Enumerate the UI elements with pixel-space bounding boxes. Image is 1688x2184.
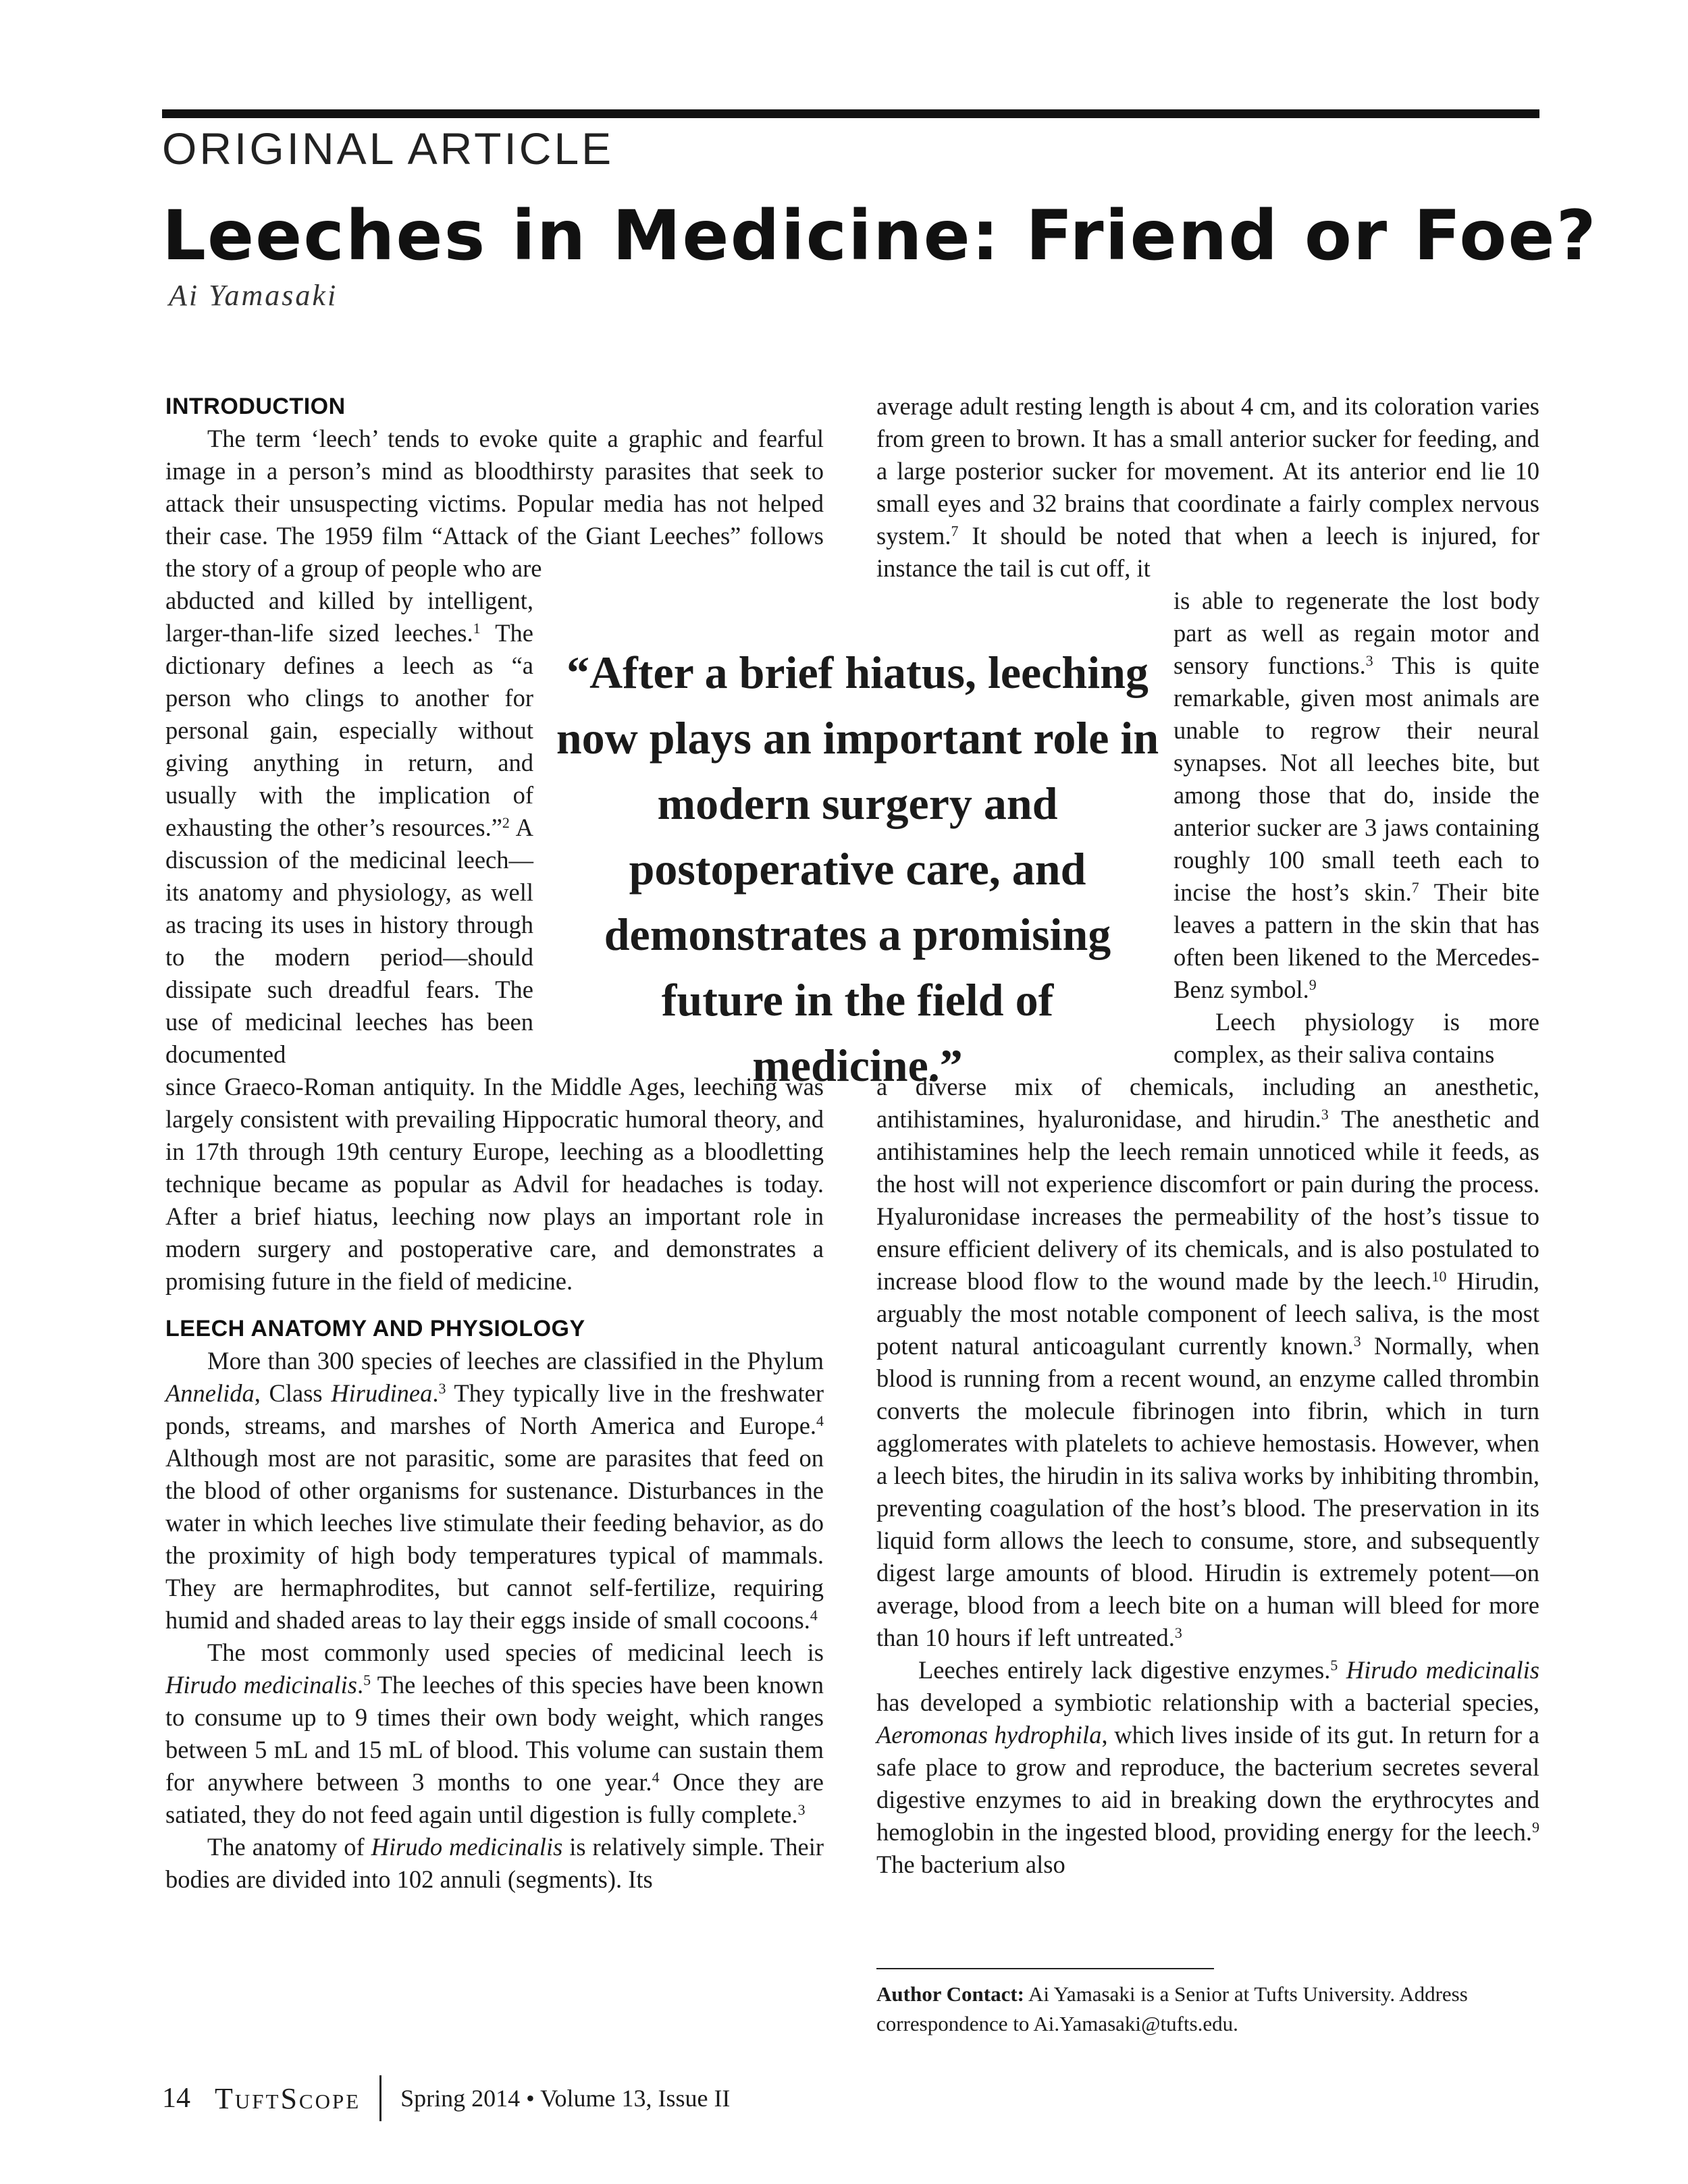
intro-paragraph-part1: The term ‘leech’ tends to evoke quite a graphic and fearful image in a person’s mind as bloodthirsty parasites that seek to attack their unsuspecting victims. Popular media has not helped their case. The 1959 film “Attack of the Giant Leeches” follows the story of a group of people who are — [165, 425, 824, 582]
anatomy-paragraph-2: The most commonly used species of medicinal leech is Hirudo medicinalis.$^5$ The leeches of this species have been known to consume up to 9 times their own body weight, which ranges between 5 mL and 15 mL of blood. This volume can sustain them for anywhere between 3 months to one year.$^4$ Once they are satiated, they do not feed again until digestion is fully complete.$^3$ — [165, 1639, 824, 1828]
right-paragraph-1-part1: average adult resting length is about 4 cm, and its coloration varies from green to brown. It has a small anterior sucker for feeding, and a large posterior sucker for movement. At its anterior end lie 10 small eyes and 32 brains that coordinate a fairly complex nervous system.$^7$ It should be noted that when a leech is injured, for instance the tail is cut off, it — [876, 392, 1539, 582]
top-rule — [162, 109, 1539, 118]
article-author: Ai Yamasaki — [169, 279, 338, 312]
right-paragraph-1-part2: is able to regenerate the lost body part as well as regain motor and sensory functions.$^3$ This is quite remarkable, given most animals are unable to regrow their neural synapses. Not all leeches bite, but among those that do, inside the anterior sucker are 3 jaws containing roughly 100 small teeth each to incise the host’s skin.$^7$ Their bite leaves a pattern in the skin that has often been likened to the Mercedes-Benz symbol.$^9$ — [1173, 587, 1539, 1003]
issue-info: Spring 2014 • Volume 13, Issue II — [400, 2085, 731, 2112]
section-heading-introduction: INTRODUCTION — [165, 394, 346, 419]
author-contact-text: Ai Yamasaki is a Senior at Tufts University. Address correspondence to Ai.Yamasaki@tufts.edu. — [876, 1982, 1468, 2035]
intro-paragraph-part3: since Graeco-Roman antiquity. In the Middle Ages, leeching was largely consistent with prevailing Hippocratic humoral theory, and in 17th through 19th century Europe, leeching as a bloodletting technique became as popular as Advil for headaches is today. After a brief hiatus, leeching now plays an important role in modern surgery and postoperative care, and demonstrates a promising future in the field of medicine. — [165, 1073, 824, 1295]
author-contact-label: Author Contact: — [876, 1982, 1024, 2006]
page-footer — [162, 2075, 730, 2122]
anatomy-paragraph-3: The anatomy of Hirudo medicinalis is relatively simple. Their bodies are divided into 102 annuli (segments). Its — [165, 1833, 824, 1893]
page-number: 14 — [162, 2083, 190, 2114]
footnote-rule — [876, 1968, 1214, 1969]
article-type: ORIGINAL ARTICLE — [162, 124, 614, 174]
left-column — [165, 390, 824, 1896]
article-title: Leeches in Medicine: Friend or Foe? — [162, 196, 1598, 276]
anatomy-paragraph-1: More than 300 species of leeches are classified in the Phylum Annelida, Class Hirudinea.$^3$ They typically live in the freshwater ponds, streams, and marshes of North America and Europe.$^4$ Although most are not parasitic, some are parasites that feed on the blood of other organisms for sustenance. Disturbances in the water in which leeches live stimulate their feeding behavior, as do the proximity of high body temperatures typical of mammals. They are hermaphrodites, but cannot self-fertilize, requiring humid and shaded areas to lay their eggs inside of small cocoons.$^4$ — [165, 1347, 824, 1634]
author-contact — [876, 1979, 1538, 2039]
journal-name: TuftScope — [215, 2081, 361, 2115]
right-column — [876, 390, 1539, 1881]
right-paragraph-2-part2: a diverse mix of chemicals, including an anesthetic, antihistamines, hyaluronidase, and hirudin.$^3$ The anesthetic and antihistamines help the leech remain unnoticed while it feeds, as the host will not experience discomfort or pain during the process. Hyaluronidase increases the permeability of the host’s tissue to ensure efficient delivery of its chemicals, and is also postulated to increase blood flow to the wound made by the leech.$^{10}$ Hirudin, arguably the most notable component of leech saliva, is the most potent natural anticoagulant currently known.$^3$ Normally, when blood is running from a recent wound, an enzyme called thrombin converts the molecule fibrinogen into fibrin, which in turn agglomerates with platelets to achieve hemostasis. However, when a leech bites, the hirudin in its saliva works by inhibiting thrombin, preventing coagulation of the host’s blood. The preservation in its liquid form allows the leech to consume, store, and subsequently digest large amounts of blood. Hirudin is extremely potent—on average, blood from a leech bite on a human will bleed for more than 10 hours if left untreated.$^3$ — [876, 1073, 1539, 1651]
footer-divider — [379, 2075, 381, 2121]
right-paragraph-2-part1: Leech physiology is more complex, as their saliva contains — [1173, 1008, 1539, 1068]
right-paragraph-3: Leeches entirely lack digestive enzymes.$^5$ Hirudo medicinalis has developed a symbiotic relationship with a bacterial species, Aeromonas hydrophila, which lives inside of its gut. In return for a safe place to grow and reproduce, the bacterium secretes several digestive enzymes to aid in breaking down the erythrocytes and hemoglobin in the ingested blood, providing energy for the leech.$^9$ The bacterium also — [876, 1656, 1540, 1878]
pull-quote: “After a brief hiatus, leeching now plays an important role in modern surgery and postoperative care, and demonstrates a promising future in the field of medicine.” — [556, 647, 1159, 1091]
intro-paragraph-part2: abducted and killed by intelligent, larger-than-life sized leeches.$^1$ The dictionary defines a leech as “a person who clings to another for personal gain, especially without giving anything in return, and usually with the implication of exhausting the other’s resources.”$^2$ A discussion of the medicinal leech—its anatomy and physiology, as well as tracing its uses in history through to the modern period—should dissipate such dreadful fears. The use of medicinal leeches has been documented — [165, 587, 533, 1068]
section-heading-anatomy: LEECH ANATOMY AND PHYSIOLOGY — [165, 1316, 585, 1341]
